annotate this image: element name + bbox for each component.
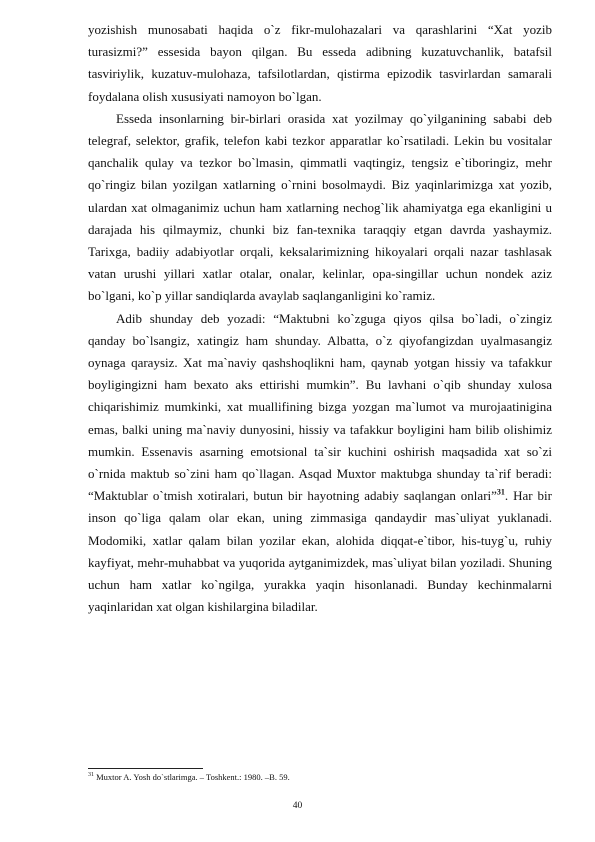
main-text [88, 19, 552, 618]
paragraph-3-text-after: . Har bir inson qo`liga qalam olar ekan, uning zimmasiga qandaydir mas`uliyat yuklanadi. Modomiki, xatlar qalam bilan yozilar ekan, alohida diqqat-e`tibor, his-tuyg`u, ruhiy kayfiyat, mehr-muhabbat va yuqorida aytganimizdek, mas`uliyat bilan yoziladi. Shuning uchun ham xatlar ko`ngilga, yurakka yaqin hisonlanadi. Bunday kechinmalarni yaqinlaridan xat olgan kishilargina biladilar. [88, 488, 552, 615]
footnote-reference[interactable]: 31 [496, 487, 505, 497]
page-number: 40 [292, 801, 303, 811]
paragraph-3-text-before: Adib shunday deb yozadi: “Maktubni ko`zguga qiyos qilsa bo`ladi, o`zingiz qanday bo`lsangiz, xatingiz ham shunday. Albatta, o`z qiyofangizdan uyalmasangiz oynaga qaraysiz. Xat ma`naviy qashshoqlikni ham, qaynab yotgan hissiy va tafakkur boyligingizni ham bexato aks ettirishi mumkin”. Bu lavhani o`qib shunday xulosa chiqarishimiz mumkinki, xat muallifining bizga yozgan ma`lumot va murojaatinigina emas, balki uning ma`naviy dunyosini, hissiy va tafakkur boyligini ham bilib olishimiz mumkin. Essenavis asarning emotsional ta`sir kuchini oshirish maqsadida xat so`zi o`rnida maktub so`zini ham qo`llagan. Asqad Muxtor maktubga shunday ta`rif beradi: “Maktublar o`tmish xotiralari, butun bir hayotning adabiy saqlangan onlari” [88, 310, 552, 504]
paragraph-1: yozishish munosabati haqida o`z fikr-mulohazalari va qarashlarini “Xat yozib turasizmi?” essesida bayon qilgan. Bu esseda adibning kuzatuvchanlik, batafsil tasviriylik, kuzatuv-mulohaza, tafsilotlardan, qistirma epizodik tasvirlardan samarali foydalana olish xususiyati namoyon bo`lgan. [88, 22, 552, 104]
paragraph-3 [88, 308, 552, 619]
footnote-text: Muxtor A. Yosh do`stlarimga. – Toshkent.: 1980. –B. 59. [96, 772, 290, 782]
footnote-divider [88, 768, 203, 769]
paragraph-2: Esseda insonlarning bir-birlari orasida xat yozilmay qo`yilganining sababi deb telegraf, selektor, grafik, telefon kabi tezkor apparatlar ko`rsatiladi. Lekin bu vositalar qanchalik qulay va tezkor bo`lmasin, qimmatli vaqtingiz, tengsiz e`tiboringiz, mehr qo`ringiz bilan yozilgan xatlarning o`rnini bosolmaydi. Biz yaqinlarimizga xat yozib, ulardan xat olmaganimiz uchun ham xatlarning nechog`lik ahamiyatga ega ekanligini u darajada his qilmaymiz, chunki biz fan-texnika taraqqiy etgan davrda yashaymiz. Tarixga, badiiy adabiyotlar orqali, keksalarimizning hikoyalari orqali nazar tashlasak vatan urushi yillari xatlar otalar, onalar, kelinlar, opa-singillar uchun nondek aziz bo`lgani, ko`p yillar sandiqlarda avaylab saqlanganligini ko`ramiz. [88, 110, 552, 304]
footnote [88, 772, 552, 783]
footnote-number: 31 [88, 772, 94, 779]
